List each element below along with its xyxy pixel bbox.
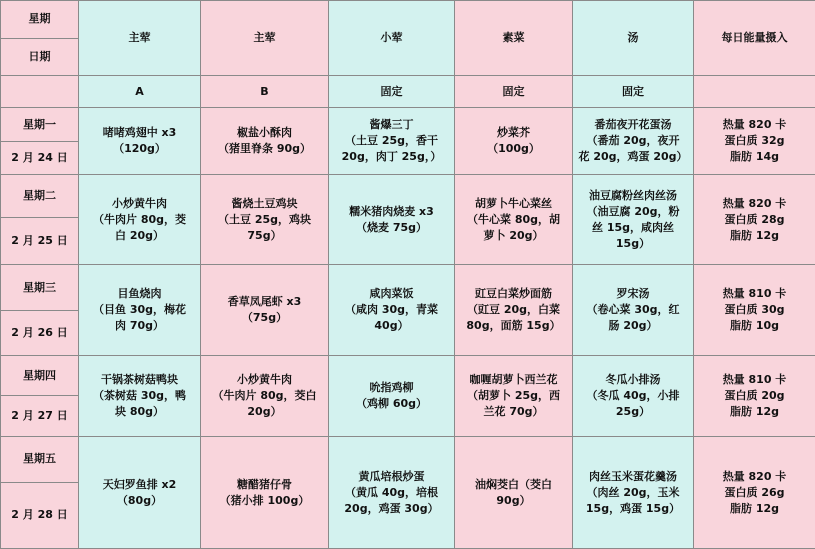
vegetable-cell [455,108,573,174]
sub-header-a: A [79,75,201,108]
cell-text-line: 20g，鸡蛋 30g） [344,501,439,515]
main-b-cell [201,174,329,265]
cell-text-line: （120g） [113,142,166,156]
cell-text-line: 脂肪 12g [729,501,779,515]
cell-text-line: 块 80g） [114,405,164,419]
cell-text-line: 脂肪 12g [729,405,779,419]
main-b-cell [201,265,329,356]
cell-text-line: （冬瓜 40g，小排 [586,389,680,403]
cell-text-line: （黄瓜 40g，培根 [344,485,438,499]
main-a-cell [79,108,201,174]
sub-header-blank [1,75,79,108]
weekday-label: 星期二 [1,174,79,217]
cell-text-line: 丝 15g，咸肉丝 [591,220,674,234]
cell-text-line: 20g，肉丁 25g，） [341,150,442,164]
vegetable-cell [455,174,573,265]
cell-text-line: （牛心菜 80g，胡 [466,212,560,226]
cell-text-line: 酱烧土豆鸡块 [231,196,298,210]
cell-text-line: （油豆腐 20g，粉 [586,204,680,218]
cell-text-line: （100g） [487,142,540,156]
main-b-cell [201,437,329,549]
vegetable-cell [455,437,573,549]
cell-text-line: 咖喱胡萝卜西兰花 [469,373,558,387]
main-b-cell [201,356,329,437]
vegetable-cell [455,265,573,356]
cell-text-line: 椒盐小酥肉 [237,126,292,140]
col-header-main-b: 主荤 [201,1,329,76]
cell-text-line: （猪里脊条 90g） [217,142,311,156]
main-a-cell [79,356,201,437]
cell-text-line: 咸肉菜饭 [369,287,414,301]
cell-text-line: 小炒黄牛肉 [112,196,167,210]
date-label: 2 月 27 日 [1,396,79,437]
cell-text-line: 脂肪 14g [729,150,779,164]
weekday-label: 星期五 [1,437,79,482]
cell-text-line: 香草凤尾虾 x3 [227,295,302,309]
main-a-cell [79,265,201,356]
cell-text-line: （牛肉片 80g，茭白 [212,389,317,403]
cell-text-line: 豇豆白菜炒面筋 [475,287,552,301]
cell-text-line: 蛋白质 20g [724,389,785,403]
energy-cell [694,265,815,356]
cell-text-line: 40g） [374,319,409,333]
soup-cell [573,108,694,174]
cell-text-line: 肉丝玉米蛋花羹汤 [589,469,677,483]
col-header-vegetable: 素菜 [455,1,573,76]
cell-text-line: 炒菜芥 [497,126,530,140]
date-label: 2 月 26 日 [1,310,79,355]
cell-text-line: （目鱼 30g，梅花 [92,303,186,317]
cell-text-line: 20g） [247,405,282,419]
date-label: 2 月 25 日 [1,218,79,265]
cell-text-line: 肠 20g） [608,319,658,333]
main-b-cell [201,108,329,174]
cell-text-line: 15g） [615,236,651,250]
weekday-label: 星期四 [1,356,79,396]
small-meat-cell [329,108,455,174]
cell-text-line: （土豆 25g，香干 [344,134,438,148]
cell-text-line: 冬瓜小排汤 [605,373,661,387]
col-header-main-a: 主荤 [79,1,201,76]
soup-cell [573,437,694,549]
cell-text-line: 脂肪 12g [729,228,779,242]
soup-cell [573,265,694,356]
cell-text-line: 25g） [615,405,651,419]
cell-text-line: 啫啫鸡翅中 x3 [102,126,177,140]
cell-text-line: 热量 820 卡 [722,196,787,210]
cell-text-line: 吮指鸡柳 [369,381,414,395]
cell-text-line: 肉 70g） [114,319,164,333]
cell-text-line: （猪小排 100g） [219,493,310,507]
weekday-label: 星期三 [1,265,79,310]
cell-text-line: （肉丝 20g，玉米 [586,485,680,499]
cell-text-line: 罗宋汤 [616,287,650,301]
cell-text-line: 脂肪 10g [729,319,779,333]
soup-cell [573,174,694,265]
weekday-label: 星期一 [1,108,79,142]
cell-text-line: 糖醋猪仔骨 [237,477,292,491]
cell-text-line: 蛋白质 26g [724,485,785,499]
main-a-cell [79,174,201,265]
cell-text-line: 15g，鸡蛋 15g） [585,501,681,515]
small-meat-cell [329,356,455,437]
small-meat-cell [329,437,455,549]
cell-text-line: （鸡柳 60g） [355,397,427,411]
cell-text-line: 热量 820 卡 [722,469,787,483]
cell-text-line: 萝卜 20g） [483,228,544,242]
cell-text-line: （茶树菇 30g，鸭 [92,389,186,403]
cell-text-line: （牛肉片 80g，茭 [92,212,186,226]
energy-cell [694,356,815,437]
cell-text-line: （豇豆 20g，白菜 [466,303,560,317]
date-label: 2 月 28 日 [1,482,79,548]
cell-text-line: 蛋白质 28g [724,212,785,226]
sub-header-fixed: 固定 [455,75,573,108]
cell-text-line: 80g，面筋 15g） [466,319,561,333]
cell-text-line: 油焖茭白（茭白 [475,477,552,491]
cell-text-line: （卷心菜 30g，红 [586,303,680,317]
cell-text-line: 热量 820 卡 [722,118,787,132]
sub-header-fixed: 固定 [573,75,694,108]
cell-text-line: （胡萝卜 25g，西 [466,389,560,403]
cell-text-line: 90g） [496,493,531,507]
cell-text-line: 油豆腐粉丝肉丝汤 [589,188,677,202]
col-header-soup: 汤 [573,1,694,76]
cell-text-line: 兰花 70g） [483,405,544,419]
energy-cell [694,174,815,265]
sub-header-b: B [201,75,329,108]
cell-text-line: （土豆 25g，鸡块 [217,212,311,226]
small-meat-cell [329,174,455,265]
col-header-daily-energy: 每日能量摄入 [694,1,815,76]
energy-cell [694,108,815,174]
cell-text-line: （75g） [241,311,288,325]
col-header-small-meat: 小荤 [329,1,455,76]
cell-text-line: 白 20g） [114,228,164,242]
energy-cell [694,437,815,549]
cell-text-line: 小炒黄牛肉 [237,373,292,387]
main-a-cell [79,437,201,549]
cell-text-line: 糯米猪肉烧麦 x3 [349,204,434,218]
cell-text-line: 蛋白质 32g [724,134,785,148]
cell-text-line: 黄瓜培根炒蛋 [358,469,425,483]
cell-text-line: 蛋白质 30g [724,303,785,317]
cell-text-line: （80g） [116,493,163,507]
cell-text-line: 热量 810 卡 [722,287,787,301]
soup-cell [573,356,694,437]
cell-text-line: 目鱼烧肉 [117,287,162,301]
cell-text-line: （烧麦 75g） [355,220,427,234]
small-meat-cell [329,265,455,356]
weekday-header: 星期 [1,1,79,39]
cell-text-line: 番茄夜开花蛋汤 [594,118,672,132]
vegetable-cell [455,356,573,437]
date-label: 2 月 24 日 [1,142,79,175]
cell-text-line: 天妇罗鱼排 x2 [102,477,177,491]
sub-header-fixed: 固定 [329,75,455,108]
sub-header-energy [694,75,815,108]
date-header: 日期 [1,38,79,75]
cell-text-line: 75g） [247,228,282,242]
cell-text-line: （咸肉 30g，青菜 [344,303,438,317]
cell-text-line: 干锅茶树菇鸭块 [101,373,178,387]
cell-text-line: 胡萝卜牛心菜丝 [475,196,552,210]
cell-text-line: 热量 810 卡 [722,373,787,387]
cell-text-line: （番茄 20g，夜开 [586,134,680,148]
cell-text-line: 酱爆三丁 [369,118,414,132]
cell-text-line: 花 20g，鸡蛋 20g） [578,150,688,164]
